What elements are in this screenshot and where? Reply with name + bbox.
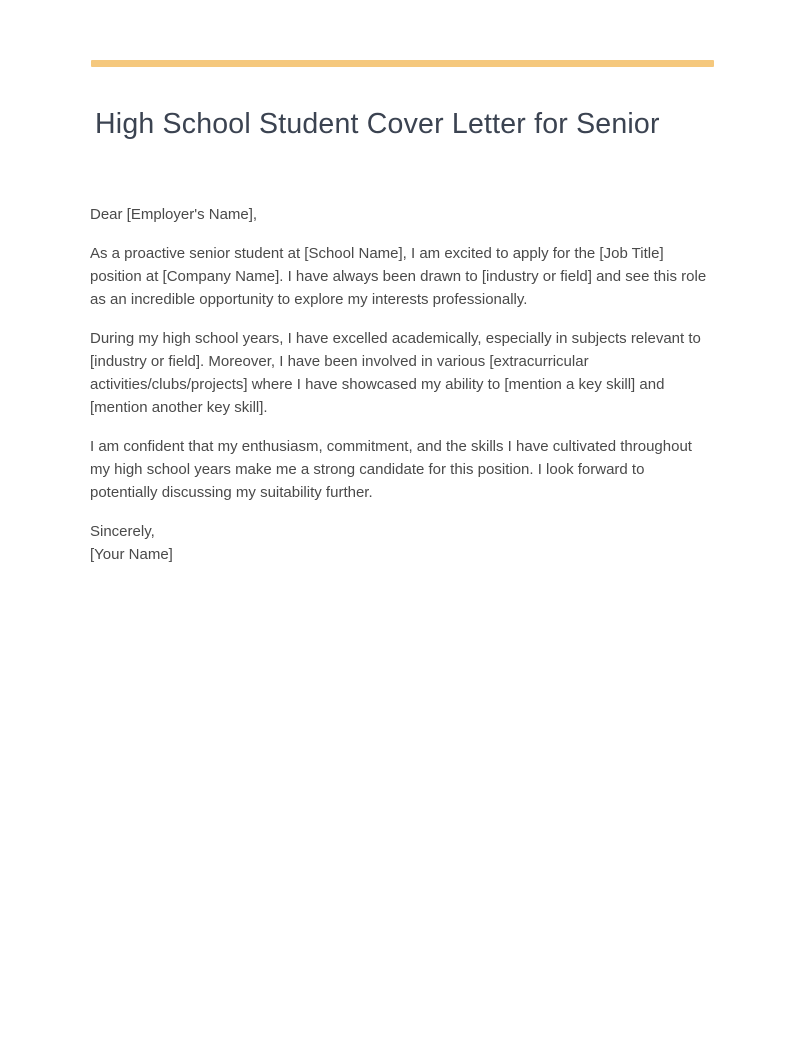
salutation: Dear [Employer's Name], xyxy=(90,206,258,223)
accent-bar xyxy=(91,60,714,67)
body-paragraph-3: I am confident that my enthusiasm, commitment, and the skills I have cultivated throughout my high school years make me a strong candidate for this position. I look forward to potentially discussing my suitability further. xyxy=(90,438,692,501)
letter-body xyxy=(90,203,715,566)
body-paragraph-1: As a proactive senior student at [School Name], I am excited to apply for the [Job Title] position at [Company Name]. I have always been drawn to [industry or field] and see this role as an incredible opportunity to explore my interests professionally. xyxy=(90,245,707,308)
body-paragraph-2: During my high school years, I have excelled academically, especially in subjects relevant to [industry or field]. Moreover, I have been involved in various [extracurricular activities/clubs/projects] where I have showcased my ability to [mention a key skill] and [mention another key skill]. xyxy=(90,330,701,416)
signature: [Your Name] xyxy=(90,546,173,563)
closing: Sincerely, xyxy=(90,523,155,540)
page-title: High School Student Cover Letter for Senior xyxy=(95,108,660,140)
